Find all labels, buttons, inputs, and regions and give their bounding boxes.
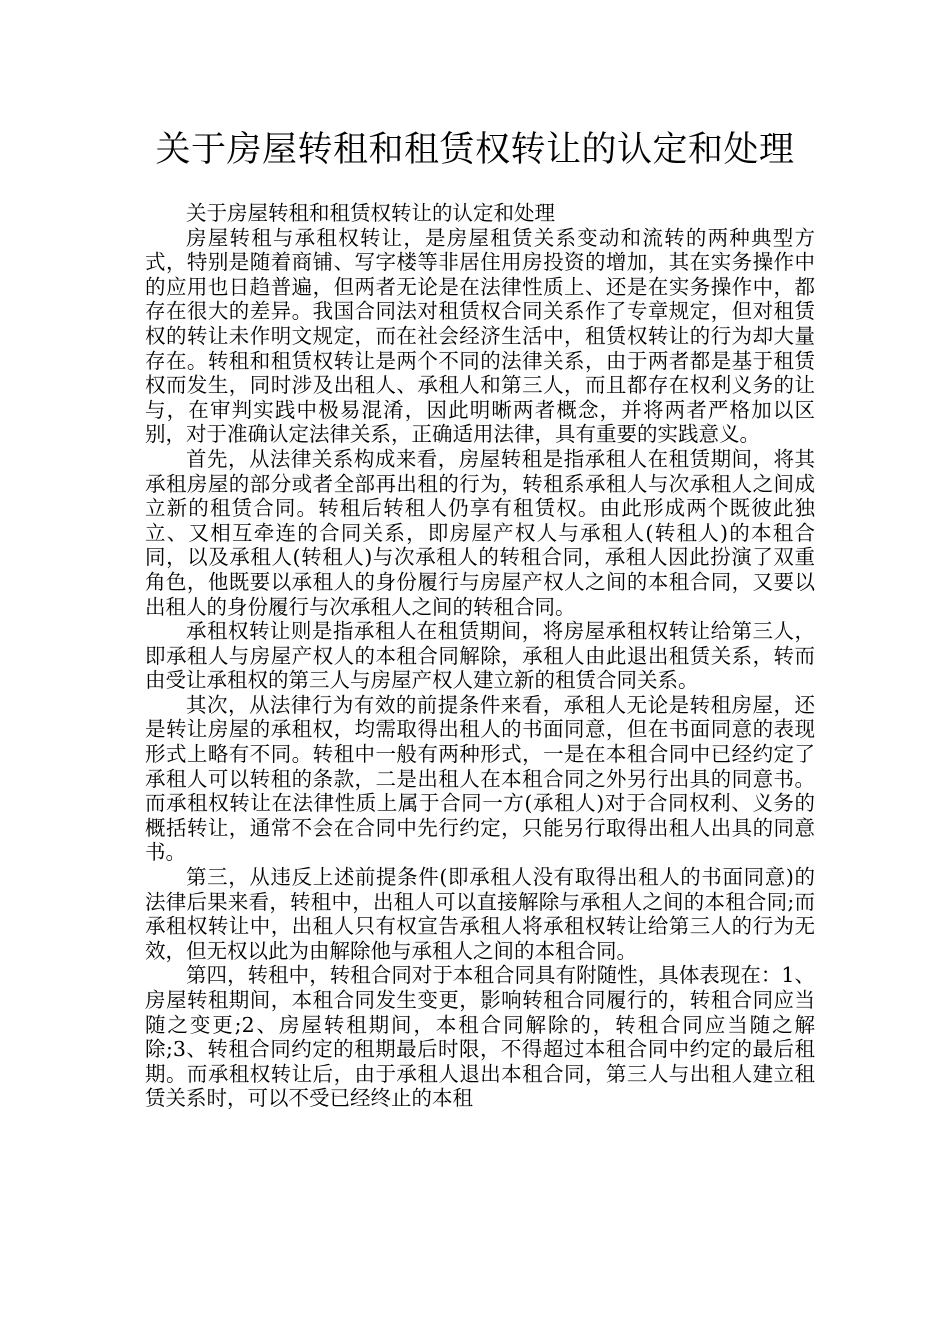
document-body	[145, 201, 815, 1111]
paragraph-intro: 房屋转租与承租权转让，是房屋租赁关系变动和流转的两种典型方式，特别是随着商铺、写字楼等非居住用房投资的增加，其在实务操作中的应用也日趋普遍，但两者无论是在法律性质上、还是在实务操作中，都存在很大的差异。我国合同法对租赁权合同关系作了专章规定，但对租赁权的转让未作明文规定，而在社会经济生活中，租赁权转让的行为却大量存在。转租和租赁权转让是两个不同的法律关系，由于两者都是基于租赁权而发生，同时涉及出租人、承租人和第三人，而且都存在权利义务的让与，在审判实践中极易混淆，因此明晰两者概念，并将两者严格加以区别，对于准确认定法律关系，正确适用法律，具有重要的实践意义。	[145, 225, 815, 447]
document-title: 关于房屋转租和租赁权转让的认定和处理	[155, 130, 795, 170]
paragraph-fourth: 第四，转租中，转租合同对于本租合同具有附随性，具体表现在：1、房屋转租期间，本租合同发生变更，影响转租合同履行的，转租合同应当随之变更;2、房屋转租期间，本租合同解除的，转租合同应当随之解除;3、转租合同约定的租期最后时限，不得超过本租合同中约定的最后租期。而承租权转让后，由于承租人退出本租合同，第三人与出租人建立租赁关系时，可以不受已经终止的本租	[145, 963, 815, 1111]
paragraph-first: 首先，从法律关系构成来看，房屋转租是指承租人在租赁期间，将其承租房屋的部分或者全部再出租的行为，转租系承租人与次承租人之间成立新的租赁合同。转租后转租人仍享有租赁权。由此形成两个既彼此独立、又相互牵连的合同关系，即房屋产权人与承租人(转租人)的本租合同，以及承租人(转租人)与次承租人的转租合同，承租人因此扮演了双重角色，他既要以承租人的身份履行与房屋产权人之间的本租合同，又要以出租人的身份履行与次承租人之间的转租合同。	[145, 446, 815, 619]
paragraph-third: 第三，从违反上述前提条件(即承租人没有取得出租人的书面同意)的法律后果来看，转租中，出租人可以直接解除与承租人之间的本租合同;而承租权转让中，出租人只有权宣告承租人将承租权转让给第三人的行为无效，但无权以此为由解除他与承租人之间的本租合同。	[145, 865, 815, 963]
paragraph-subtitle: 关于房屋转租和租赁权转让的认定和处理	[186, 201, 555, 225]
paragraph-lease-transfer: 承租权转让则是指承租人在租赁期间，将房屋承租权转让给第三人，即承租人与房屋产权人的本租合同解除，承租人由此退出租赁关系，转而由受让承租权的第三人与房屋产权人建立新的租赁合同关系。	[145, 619, 815, 693]
paragraph-second: 其次，从法律行为有效的前提条件来看，承租人无论是转租房屋，还是转让房屋的承租权，均需取得出租人的书面同意，但在书面同意的表现形式上略有不同。转租中一般有两种形式，一是在本租合同中已经约定了承租人可以转租的条款，二是出租人在本租合同之外另行出具的同意书。而承租权转让在法律性质上属于合同一方(承租人)对于合同权利、义务的概括转让，通常不会在合同中先行约定，只能另行取得出租人出具的同意书。	[145, 692, 815, 865]
